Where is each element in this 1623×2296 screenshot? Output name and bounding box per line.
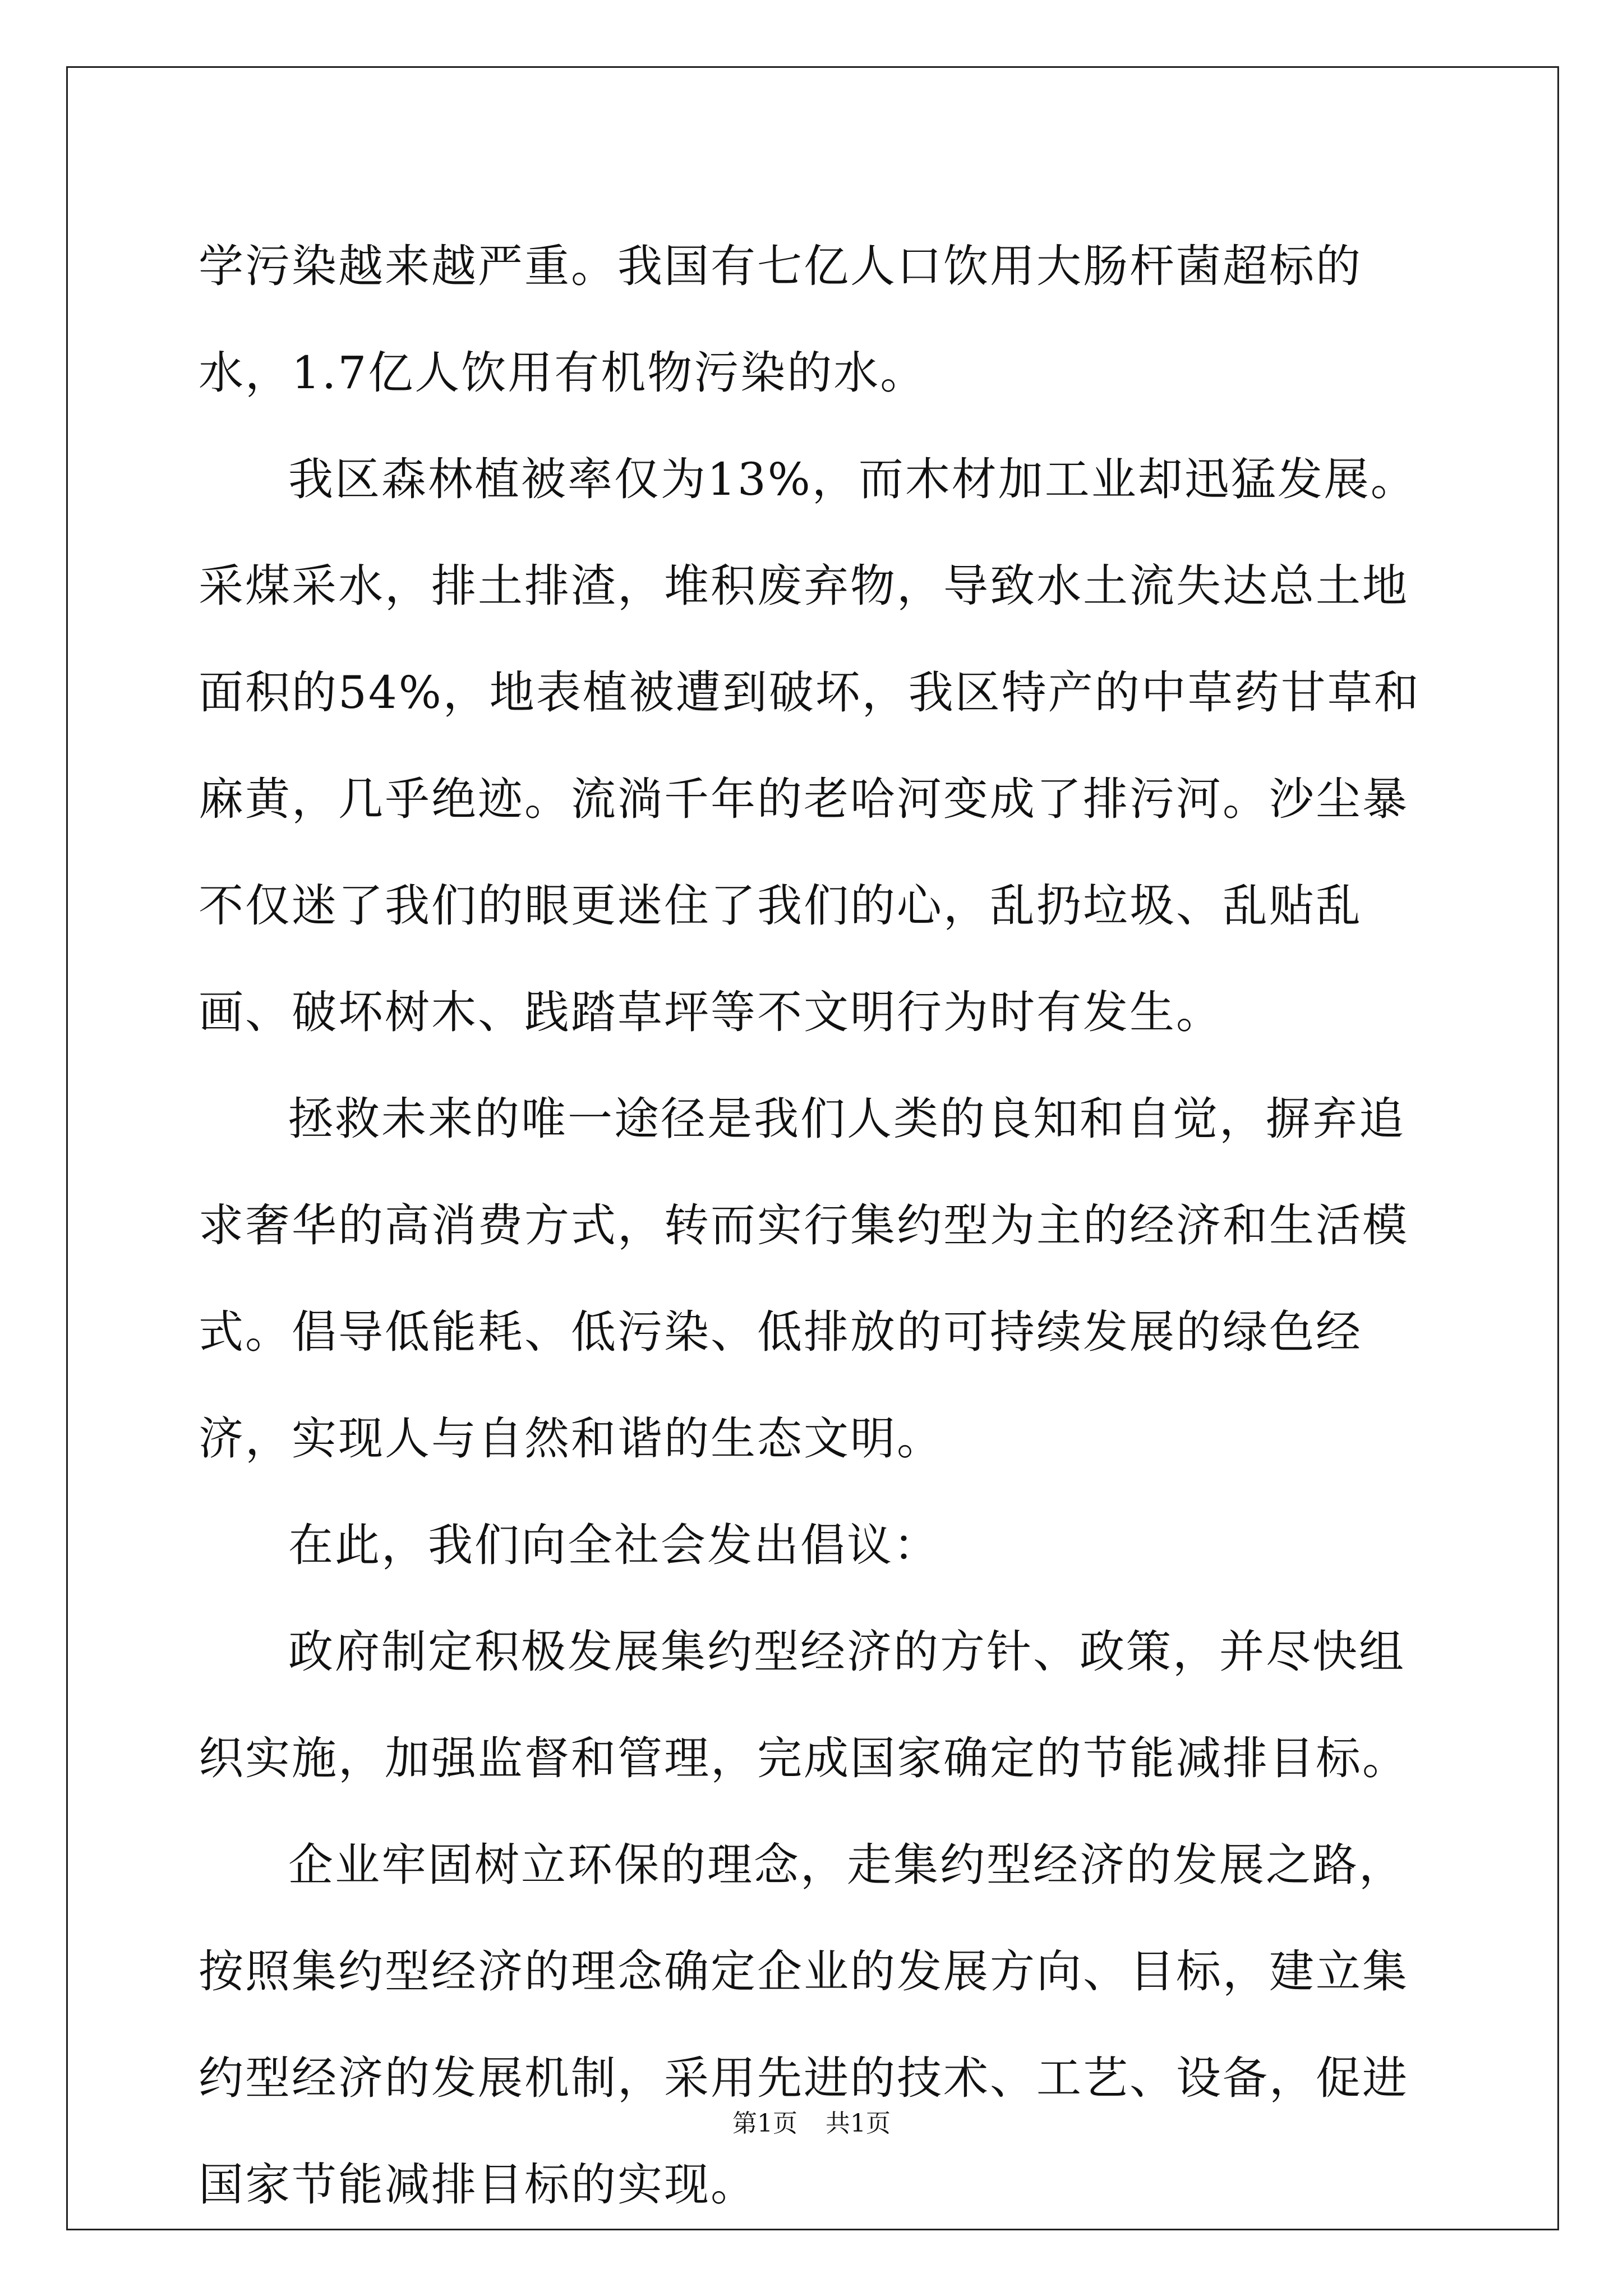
paragraph-4: 在此，我们向全社会发出倡议： (288, 1519, 940, 1571)
paragraph-1: 学污染越来越严重。我国有七亿人口饮用大肠杆菌超标的水，1.7亿人饮用有机物污染的水。 (199, 240, 1362, 399)
page-total: 共1页 (826, 2109, 891, 2138)
paragraph-5: 政府制定积极发展集约型经济的方针、政策，并尽快组织实施，加强监督和管理，完成国家确定的节能减排目标。 (199, 1626, 1409, 1784)
page-number: 第1页 (732, 2109, 797, 2138)
paragraph-6: 企业牢固树立环保的理念，走集约型经济的发展之路，按照集约型经济的理念确定企业的发展方向、目标，建立集约型经济的发展机制，采用先进的技术、工艺、设备，促进国家节能减排目标的实现。 (199, 1839, 1409, 2211)
page-footer (0, 2107, 1623, 2141)
paragraph-3: 拯救未来的唯一途径是我们人类的良知和自觉，摒弃追求奢华的高消费方式，转而实行集约型为主的经济和生活模式。倡导低能耗、低污染、低排放的可持续发展的绿色经济，实现人与自然和谐的生态文明。 (199, 1093, 1409, 1465)
document-body (199, 213, 1432, 2238)
paragraph-2: 我区森林植被率仅为13%，而木材加工业却迅猛发展。采煤采水，排土排渣，堆积废弃物，导致水土流失达总土地面积的54%，地表植被遭到破坏，我区特产的中草药甘草和麻黄，几乎绝迹。流淌千年的老哈河变成了排污河。沙尘暴不仅迷了我们的眼更迷住了我们的心，乱扔垃圾、乱贴乱画、破坏树木、践踏草坪等不文明行为时有发生。 (199, 453, 1421, 1038)
